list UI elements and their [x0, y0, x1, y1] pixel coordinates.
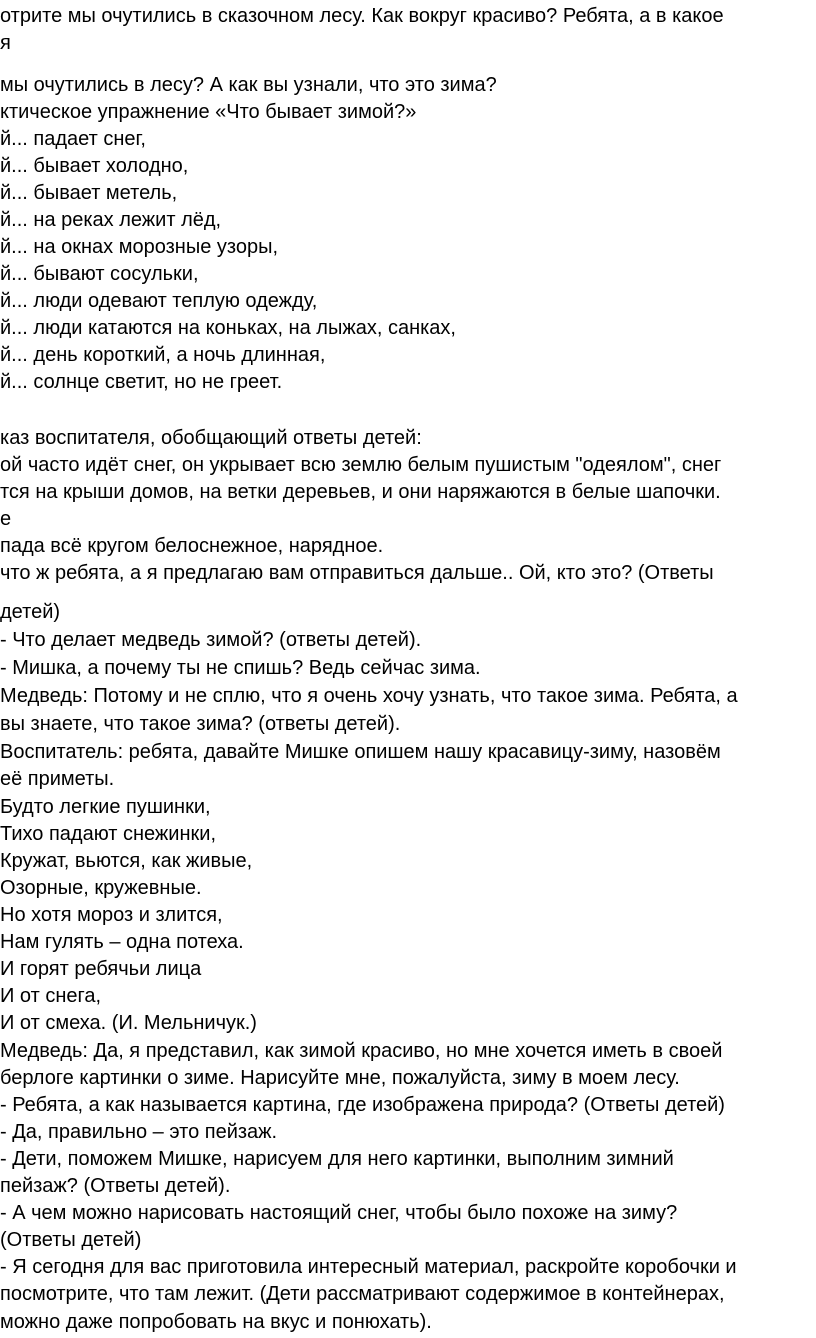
text-line: Нам гулять – одна потеха. — [0, 931, 244, 953]
text-line: Медведь: Потому и не сплю, что я очень хочу узнать, что такое зима. Ребята, а — [0, 685, 738, 707]
text-line: й... бывают сосульки, — [0, 263, 199, 285]
text-line: детей) — [0, 601, 61, 623]
text-line: й... день короткий, а ночь длинная, — [0, 344, 326, 366]
text-line: Кружат, вьются, как живые, — [0, 850, 253, 872]
text-line: тся на крыши домов, на ветки деревьев, и они наряжаются в белые шапочки. — [0, 481, 721, 503]
text-line: Будто легкие пушинки, — [0, 796, 211, 818]
text-line: й... на окнах морозные узоры, — [0, 236, 279, 258]
text-line: отрите мы очутились в сказочном лесу. Как вокруг красиво? Ребята, а в какое — [0, 5, 724, 27]
text-line: й... бывает холодно, — [0, 155, 189, 177]
text-line: вы знаете, что такое зима? (ответы детей). — [0, 713, 401, 735]
text-line: И горят ребячьи лица — [0, 958, 202, 980]
text-line: - Я сегодня для вас приготовила интересный материал, раскройте коробочки и — [0, 1256, 737, 1278]
text-line: й... люди катаются на коньках, на лыжах, санках, — [0, 317, 456, 339]
text-line: И от смеха. (И. Мельничук.) — [0, 1012, 257, 1034]
text-line: пейзаж? (Ответы детей). — [0, 1175, 231, 1197]
text-line: - А чем можно нарисовать настоящий снег, чтобы было похоже на зиму? — [0, 1202, 678, 1224]
text-line: Озорные, кружевные. — [0, 877, 202, 899]
text-line: что ж ребята, а я предлагаю вам отправиться дальше.. Ой, кто это? (Ответы — [0, 562, 714, 584]
text-line: мы очутились в лесу? А как вы узнали, что это зима? — [0, 74, 497, 96]
text-line: можно даже попробовать на вкус и понюхать). — [0, 1311, 432, 1333]
text-line: пада всё кругом белоснежное, нарядное. — [0, 535, 384, 557]
text-line: - Дети, поможем Мишке, нарисуем для него картинки, выполним зимний — [0, 1148, 674, 1170]
text-line: Но хотя мороз и злится, — [0, 904, 223, 926]
text-line: я — [0, 32, 11, 54]
text-line: - Мишка, а почему ты не спишь? Ведь сейчас зима. — [0, 657, 481, 679]
text-line: й... люди одевают теплую одежду, — [0, 290, 318, 312]
text-line: й... на реках лежит лёд, — [0, 209, 222, 231]
text-line: Медведь: Да, я представил, как зимой красиво, но мне хочется иметь в своей — [0, 1040, 723, 1062]
text-line: й... падает снег, — [0, 128, 146, 150]
text-line: - Что делает медведь зимой? (ответы детей). — [0, 629, 422, 651]
text-line: - Да, правильно – это пейзаж. — [0, 1121, 278, 1143]
text-line: посмотрите, что там лежит. (Дети рассматривают содержимое в контейнерах, — [0, 1283, 725, 1305]
text-line: - Ребята, а как называется картина, где изображена природа? (Ответы детей) — [0, 1094, 725, 1116]
text-line: И от снега, — [0, 985, 102, 1007]
text-line: берлоге картинки о зиме. Нарисуйте мне, пожалуйста, зиму в моем лесу. — [0, 1067, 680, 1089]
text-line: каз воспитателя, обобщающий ответы детей: — [0, 427, 422, 449]
text-line: ой часто идёт снег, он укрывает всю землю белым пушистым "одеялом", снег — [0, 454, 722, 476]
text-line: ктическое упражнение «Что бывает зимой?» — [0, 101, 417, 123]
text-line: Воспитатель: ребята, давайте Мишке опишем нашу красавицу-зиму, назовём — [0, 741, 721, 763]
text-line: е — [0, 508, 12, 530]
text-line: (Ответы детей) — [0, 1229, 142, 1251]
text-line: Тихо падают снежинки, — [0, 823, 217, 845]
text-line: й... солнце светит, но не греет. — [0, 371, 283, 393]
text-line: её приметы. — [0, 768, 115, 790]
text-line: й... бывает метель, — [0, 182, 178, 204]
